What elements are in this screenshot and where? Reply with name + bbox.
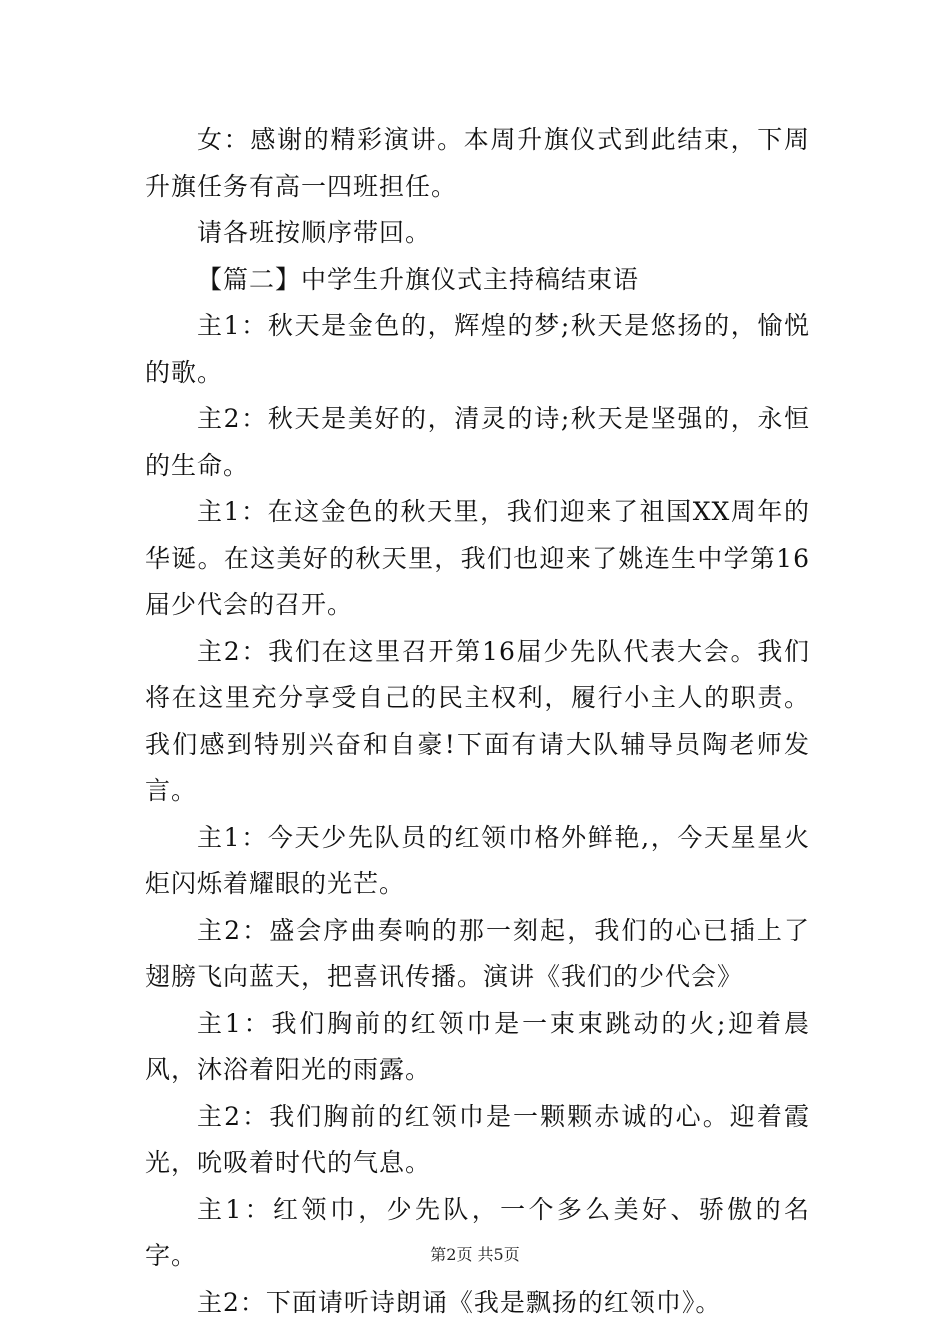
page-number-footer: 第2页 共5页 — [430, 1245, 520, 1264]
paragraph: 女：感谢的精彩演讲。本周升旗仪式到此结束，下周升旗任务有高一四班担任。 — [145, 125, 810, 201]
paragraph: 主1：今天少先队员的红领巾格外鲜艳,，今天星星火炬闪烁着耀眼的光芒。 — [145, 822, 810, 898]
paragraph: 主2：我们在这里召开第16届少先队代表大会。我们将在这里充分享受自己的民主权利，履行小主人的职责。我们感到特别兴奋和自豪!下面有请大队辅导员陶老师发言。 — [145, 636, 810, 805]
paragraph: 主1：秋天是金色的，辉煌的梦;秋天是悠扬的，愉悦的歌。 — [145, 311, 810, 387]
paragraph: 主1：我们胸前的红领巾是一束束跳动的火;迎着晨风，沐浴着阳光的雨露。 — [145, 1008, 810, 1084]
paragraph: 主2：秋天是美好的，清灵的诗;秋天是坚强的，永恒的生命。 — [145, 404, 810, 480]
paragraph: 主2：下面请听诗朗诵《我是飘扬的红领巾》。 — [197, 1287, 722, 1317]
paragraph: 主1：红领巾，少先队，一个多么美好、骄傲的名字。 — [145, 1194, 810, 1270]
section-heading: 【篇二】中学生升旗仪式主持稿结束语 — [197, 264, 640, 294]
paragraph: 主1：在这金色的秋天里，我们迎来了祖国XX周年的华诞。在这美好的秋天里，我们也迎来了姚连生中学第16届少代会的召开。 — [145, 497, 810, 619]
paragraph: 主2：盛会序曲奏响的那一刻起，我们的心已插上了翅膀飞向蓝天，把喜讯传播。演讲《我们的少代会》 — [145, 915, 810, 991]
document-body — [145, 117, 810, 1326]
paragraph: 请各班按顺序带回。 — [197, 218, 432, 247]
paragraph: 主2：我们胸前的红领巾是一颗颗赤诚的心。迎着霞光，吮吸着时代的气息。 — [145, 1101, 810, 1177]
